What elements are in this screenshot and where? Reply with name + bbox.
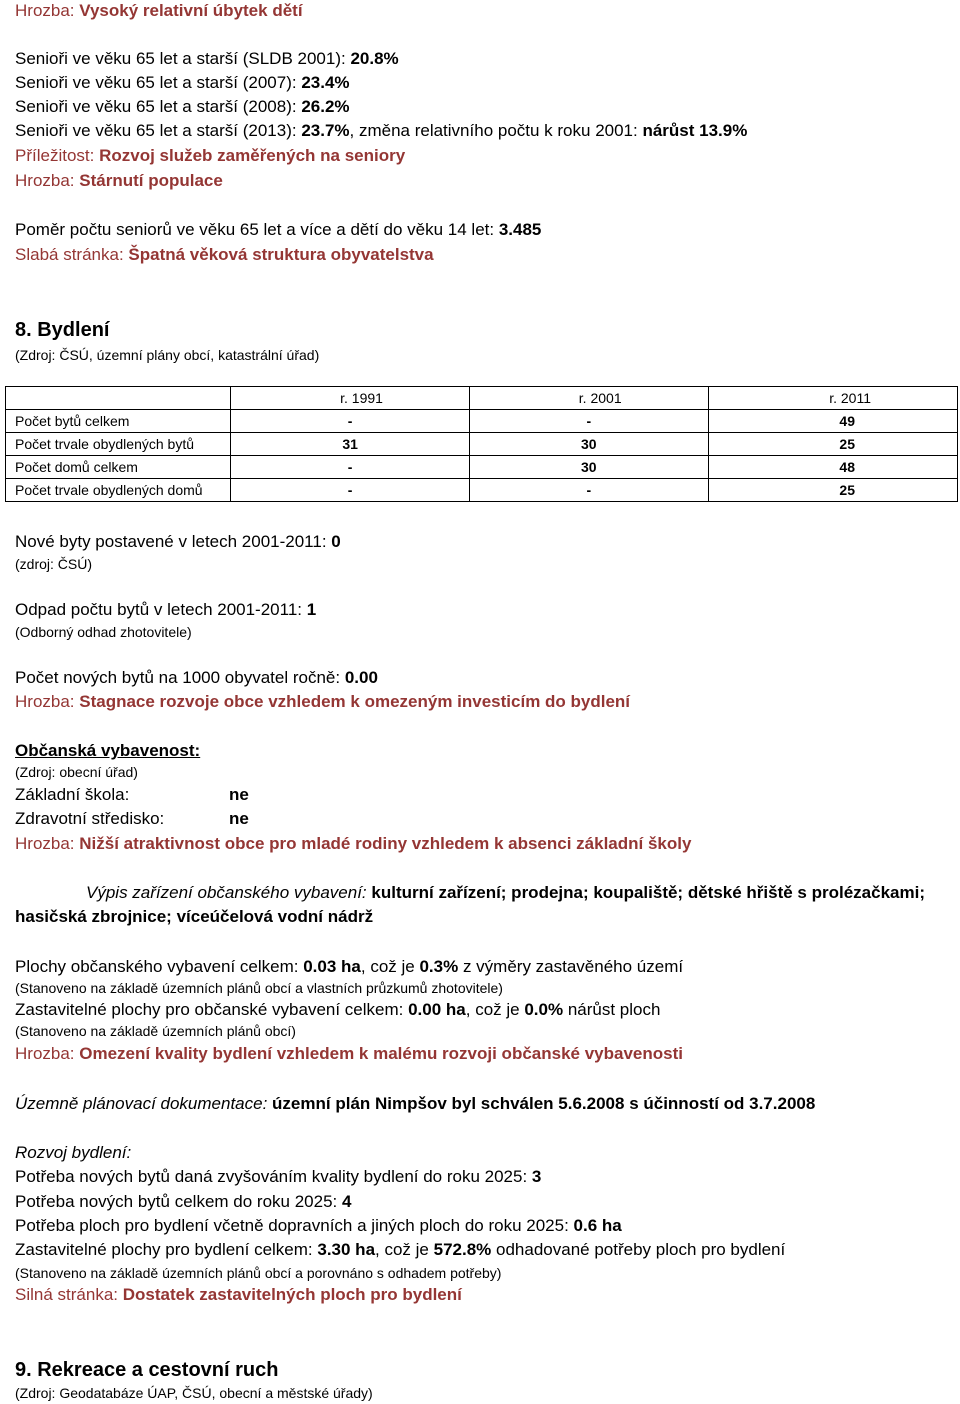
threat-children: Hrozba: Vysoký relativní úbytek dětí <box>15 1 303 20</box>
section-8-title: 8. Bydlení <box>15 319 110 341</box>
area-need: Potřeba ploch pro bydlení včetně dopravních a jiných ploch do roku 2025: 0.6 ha <box>15 1216 622 1235</box>
flat-loss-source: (Odborný odhad zhotovitele) <box>15 624 192 640</box>
facilities-list: Výpis zařízení občanského vybavení: kulturní zařízení; prodejna; koupaliště; dětské hřiště s prolézačkami; <box>86 883 925 902</box>
need-total: Potřeba nových bytů celkem do roku 2025: 4 <box>15 1192 352 1211</box>
table-cell: Počet bytů celkem <box>6 410 231 433</box>
senior-child-ratio: Poměr počtu seniorů ve věku 65 let a více a dětí do věku 14 let: 3.485 <box>15 220 542 239</box>
seniors-2008: Senioři ve věku 65 let a starší (2008): 26.2% <box>15 97 350 116</box>
table-cell: 48 <box>708 456 957 479</box>
threat-housing: Hrozba: Stagnace rozvoje obce vzhledem k omezeným investicím do bydlení <box>15 692 631 711</box>
seniors-2007: Senioři ve věku 65 let a starší (2007): 23.4% <box>15 73 350 92</box>
table-cell: 49 <box>708 410 957 433</box>
weakness-age-structure: Slabá stránka: Špatná věková struktura obyvatelstva <box>15 245 434 264</box>
civic-buildable-note: (Stanoveno na základě územních plánů obcí) <box>15 1023 296 1039</box>
school-value: ne <box>229 785 249 804</box>
new-flats-rate: Počet nových bytů na 1000 obyvatel ročně: 0.00 <box>15 668 378 687</box>
flat-loss: Odpad počtu bytů v letech 2001-2011: 1 <box>15 600 317 619</box>
civic-area: Plochy občanského vybavení celkem: 0.03 ha, což je 0.3% z výměry zastavěného území <box>15 957 684 976</box>
table-cell: - <box>231 479 470 502</box>
section-8-source: (Zdroj: ČSÚ, územní plány obcí, katastrální úřad) <box>15 347 320 363</box>
table-header-cell: r. 2011 <box>708 387 957 410</box>
table-cell: Počet trvale obydlených bytů <box>6 433 231 456</box>
new-flats-source: (zdroj: ČSÚ) <box>15 556 93 572</box>
housing-buildable-note: (Stanoveno na základě územních plánů obcí a porovnáno s odhadem potřeby) <box>15 1265 502 1281</box>
table-cell: 30 <box>469 433 708 456</box>
seniors-2001: Senioři ve věku 65 let a starší (SLDB 2001): 20.8% <box>15 49 399 68</box>
table-header-cell <box>6 387 231 410</box>
table-header-cell: r. 2001 <box>469 387 708 410</box>
table-cell: - <box>231 410 470 433</box>
table-row <box>6 410 958 433</box>
table-cell: - <box>469 410 708 433</box>
table-row <box>6 479 958 502</box>
health-value: ne <box>229 809 249 828</box>
strength-housing: Silná stránka: Dostatek zastavitelných ploch pro bydlení <box>15 1285 462 1304</box>
civic-heading: Občanská vybavenost: <box>15 741 201 760</box>
civic-buildable: Zastavitelné plochy pro občanské vybavení celkem: 0.00 ha, což je 0.0% nárůst ploch <box>15 1000 661 1019</box>
threat-school: Hrozba: Nižší atraktivnost obce pro mladé rodiny vzhledem k absenci základní školy <box>15 834 692 853</box>
table-cell: Počet domů celkem <box>6 456 231 479</box>
table-cell: Počet trvale obydlených domů <box>6 479 231 502</box>
table-row <box>6 456 958 479</box>
civic-source: (Zdroj: obecní úřad) <box>15 764 138 780</box>
threat-aging: Hrozba: Stárnutí populace <box>15 171 223 190</box>
housing-buildable: Zastavitelné plochy pro bydlení celkem: 3.30 ha, což je 572.8% odhadované potřeby ploch pro bydlení <box>15 1240 786 1259</box>
school-label: Základní škola: <box>15 785 130 804</box>
planning-documentation: Územně plánovací dokumentace: územní plán Nimpšov byl schválen 5.6.2008 s účinností od 3.7.2008 <box>15 1094 816 1113</box>
housing-table <box>5 386 958 502</box>
seniors-2013: Senioři ve věku 65 let a starší (2013): 23.7%, změna relativního počtu k roku 2001: nárůst 13.9% <box>15 121 748 140</box>
table-cell: 25 <box>708 433 957 456</box>
facilities-list-cont: hasičská zbrojnice; víceúčelová vodní nádrž <box>15 907 374 926</box>
table-row <box>6 433 958 456</box>
section-9-title: 9. Rekreace a cestovní ruch <box>15 1359 279 1381</box>
opportunity-seniors: Příležitost: Rozvoj služeb zaměřených na seniory <box>15 146 406 165</box>
threat-quality: Hrozba: Omezení kvality bydlení vzhledem k malému rozvoji občanské vybavenosti <box>15 1044 683 1063</box>
table-cell: 31 <box>231 433 470 456</box>
section-9-source: (Zdroj: Geodatabáze ÚAP, ČSÚ, obecní a městské úřady) <box>15 1385 373 1401</box>
table-header-cell: r. 1991 <box>231 387 470 410</box>
table-cell: 25 <box>708 479 957 502</box>
table-cell: - <box>469 479 708 502</box>
housing-dev-heading: Rozvoj bydlení: <box>15 1143 132 1162</box>
need-quality: Potřeba nových bytů daná zvyšováním kvality bydlení do roku 2025: 3 <box>15 1167 542 1186</box>
civic-area-note: (Stanoveno na základě územních plánů obcí a vlastních průzkumů zhotovitele) <box>15 980 503 996</box>
table-header-row <box>6 387 958 410</box>
health-label: Zdravotní středisko: <box>15 809 165 828</box>
new-flats: Nové byty postavené v letech 2001-2011: 0 <box>15 532 341 551</box>
table-cell: - <box>231 456 470 479</box>
table-cell: 30 <box>469 456 708 479</box>
